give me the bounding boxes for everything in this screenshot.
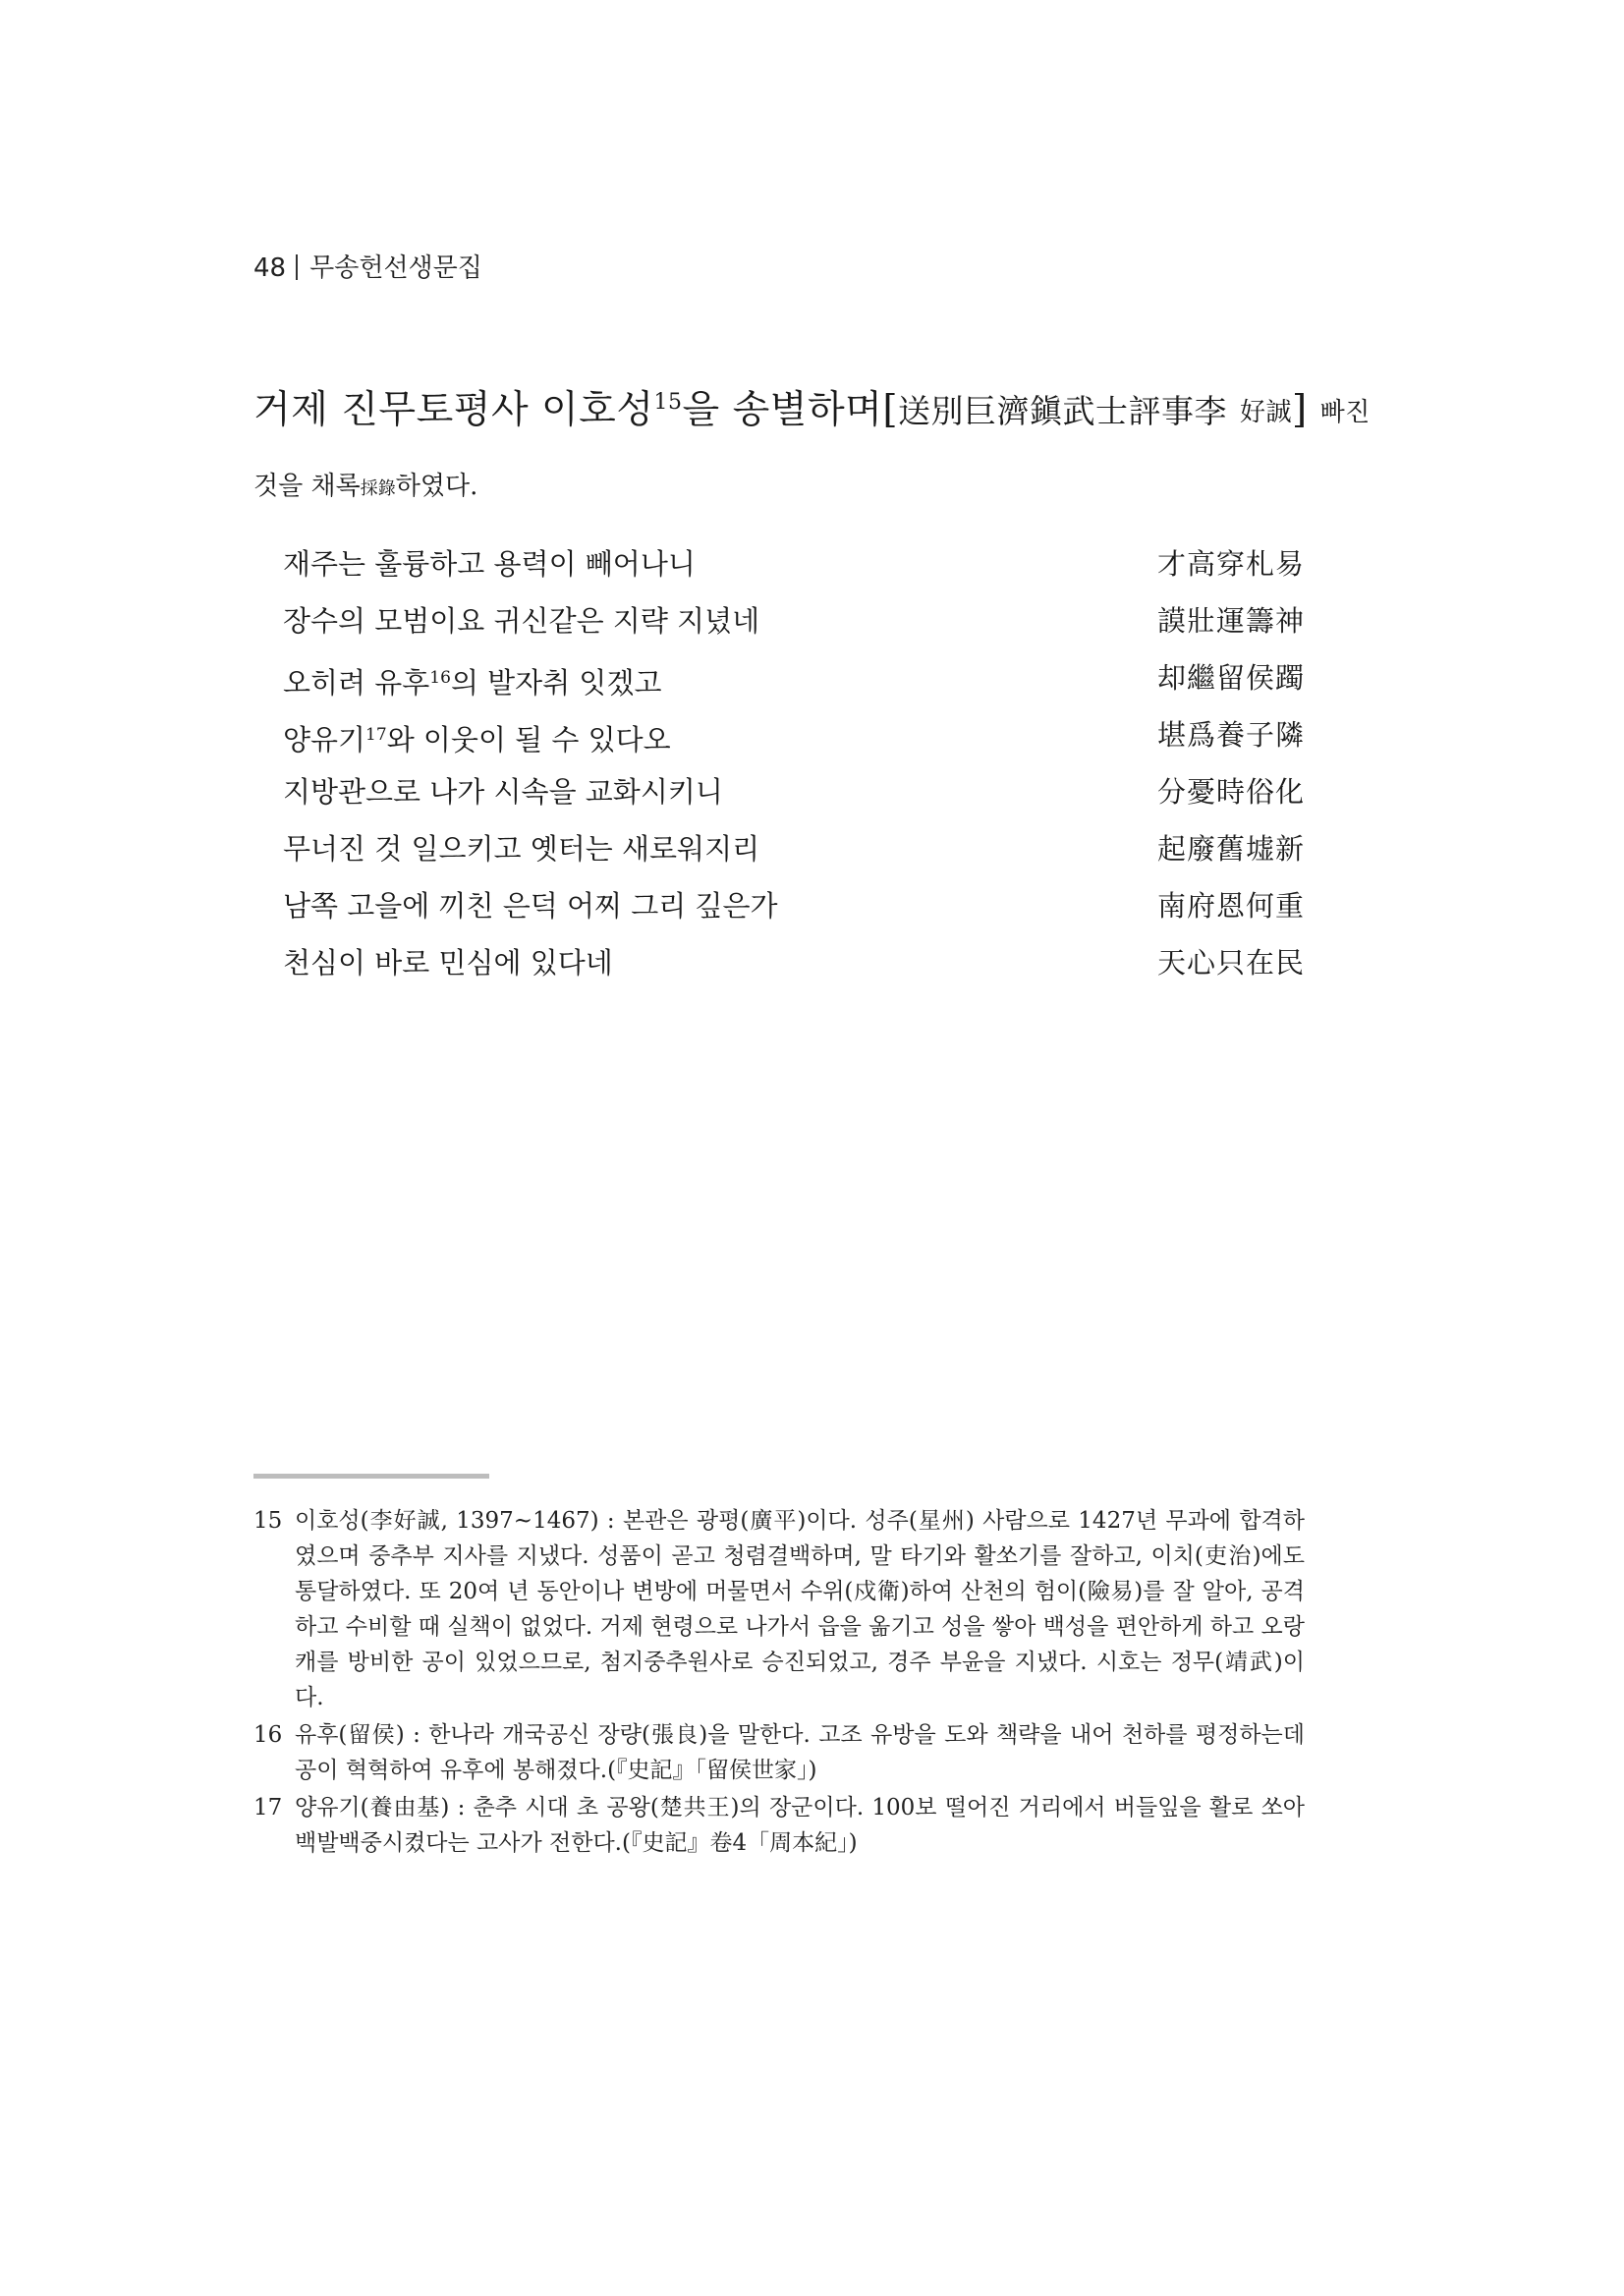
footnote-ref-15[interactable]: 15 — [653, 390, 683, 415]
poem-line — [283, 772, 1305, 829]
poem-hanja: 謨壯運籌神 — [1156, 604, 1305, 638]
footnote-ref-17[interactable]: 17 — [365, 725, 387, 745]
poem-line — [283, 601, 1305, 658]
poem-korean — [283, 658, 661, 702]
poem-hanja: 却繼留侯躅 — [1156, 661, 1305, 695]
poem-line — [283, 544, 1305, 601]
title-line-1 — [253, 378, 1371, 437]
poem-korean: 남쪽 고을에 끼친 은덕 어찌 그리 깊은가 — [283, 889, 778, 923]
poem-line — [283, 886, 1305, 943]
poem-hanja: 才高穿札易 — [1156, 547, 1305, 581]
poem-line — [283, 715, 1305, 772]
poem-hanja: 分憂時俗化 — [1156, 775, 1305, 809]
title-name-hanja: 好誠 — [1239, 398, 1292, 427]
poem-korean: 지방관으로 나가 시속을 교화시키니 — [283, 775, 723, 809]
poem-korean — [283, 715, 671, 759]
poem-korean-post: 의 발자취 잇겠고 — [450, 666, 662, 700]
title-line-2 — [253, 467, 1315, 509]
footnote-15 — [253, 1503, 1305, 1715]
poem-korean: 천심이 바로 민심에 있다네 — [283, 946, 613, 980]
footnote-number: 15 — [253, 1508, 283, 1534]
poem-korean-pre: 양유기 — [283, 723, 366, 756]
footnotes — [253, 1503, 1305, 1863]
running-header — [253, 248, 482, 284]
footnote-17 — [253, 1790, 1305, 1861]
footnote-number: 16 — [253, 1722, 283, 1748]
title-bracket-close: ] — [1291, 388, 1308, 432]
poem-title — [253, 378, 1371, 509]
footnote-ref-16[interactable]: 16 — [429, 668, 451, 688]
page-number: 48 — [253, 253, 287, 283]
title-particle: 을 송별하며[ — [682, 388, 899, 432]
title-line2-hanja: 採錄 — [360, 478, 396, 499]
title-line2-post: 하였다. — [395, 472, 478, 501]
poem-korean: 무너진 것 일으키고 옛터는 새로워지리 — [283, 832, 760, 866]
title-hanja: 送別巨濟鎭武士評事李 — [898, 392, 1228, 430]
poem-line — [283, 829, 1305, 886]
poem-hanja: 南府恩何重 — [1156, 889, 1305, 923]
poem-korean: 장수의 모범이요 귀신같은 지략 지녔네 — [283, 604, 760, 638]
header-divider — [296, 254, 298, 280]
title-tail: 빠진 — [1319, 398, 1371, 427]
footnote-text: 유후(留侯) : 한나라 개국공신 장량(張良)을 말한다. 고조 유방을 도와 책략을 내어 천하를 평정하는데 공이 혁혁하여 유후에 봉해졌다.(『史記』「留侯世家」) — [295, 1722, 1305, 1783]
poem-korean-pre: 오히려 유후 — [283, 666, 430, 700]
book-title: 무송헌선생문집 — [309, 253, 482, 283]
poem-korean: 재주는 훌륭하고 용력이 빼어나니 — [283, 547, 696, 581]
poem-hanja: 天心只在民 — [1156, 946, 1305, 980]
title-main: 거제 진무토평사 이호성 — [253, 388, 654, 432]
footnote-text: 이호성(李好誠, 1397~1467) : 본관은 광평(廣平)이다. 성주(星州) 사람으로 1427년 무과에 합격하였으며 중추부 지사를 지냈다. 성품이 곧고 청렴결백하며, 말 타기와 활쏘기를 잘하고, 이치(吏治)에도 통달하였다. 또 20여 년 동안이나 변방에 머물면서 수위(戍衛)하여 산천의 험이(險易)를 잘 알아, 공격하고 수비할 때 실책이 없었다. 거제 현령으로 나가서 읍을 옮기고 성을 쌓아 백성을 편안하게 하고 오랑캐를 방비한 공이 있었으므로, 첨지중추원사로 승진되었고, 경주 부윤을 지냈다. 시호는 정무(靖武)이다. — [295, 1508, 1305, 1710]
footnote-text: 양유기(養由基) : 춘추 시대 초 공왕(楚共王)의 장군이다. 100보 떨어진 거리에서 버들잎을 활로 쏘아 백발백중시켰다는 고사가 전한다.(『史記』卷4「周本紀」) — [295, 1795, 1305, 1856]
poem-korean-post: 와 이웃이 될 수 있다오 — [386, 723, 671, 756]
poem-body — [283, 544, 1305, 1000]
footnote-number: 17 — [253, 1795, 283, 1820]
footnote-16 — [253, 1717, 1305, 1788]
poem-line — [283, 658, 1305, 715]
footnote-divider — [253, 1474, 489, 1479]
poem-hanja: 起廢舊墟新 — [1156, 832, 1305, 866]
title-line2-pre: 것을 채록 — [253, 472, 361, 501]
poem-line — [283, 943, 1305, 1000]
poem-hanja: 堪爲養子隣 — [1156, 718, 1305, 752]
